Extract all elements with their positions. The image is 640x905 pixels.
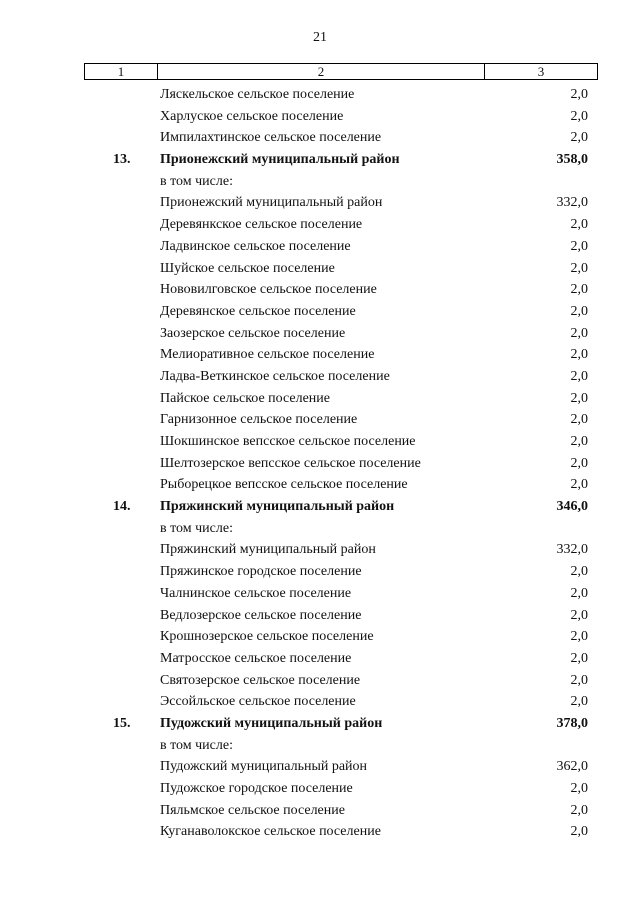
table-row [0, 605, 640, 627]
row-name: Шуйское сельское поселение [160, 260, 335, 276]
district-row [0, 713, 640, 735]
row-name: Куганаволокское сельское поселение [160, 824, 381, 840]
header-col-3: 3 [537, 63, 545, 79]
row-value: 2,0 [570, 629, 588, 645]
row-name: Пудожский муниципальный район [160, 759, 368, 775]
table-row [0, 561, 640, 583]
row-value: 2,0 [570, 282, 588, 298]
row-name: Эссойльское сельское поселение [160, 694, 356, 710]
district-row [0, 149, 640, 171]
row-number: 13. [113, 152, 131, 168]
table-row [0, 691, 640, 713]
row-name: Шелтозерское вепсское сельское поселение [160, 455, 421, 471]
table-row [0, 388, 640, 410]
row-value: 2,0 [570, 260, 588, 276]
row-value: 2,0 [570, 477, 588, 493]
row-value: 2,0 [570, 347, 588, 363]
row-name: Рыборецкое вепсское сельское поселение [160, 477, 408, 493]
row-name: Крошнозерское сельское поселение [160, 629, 374, 645]
row-value: 2,0 [570, 368, 588, 384]
row-value: 2,0 [570, 390, 588, 406]
table-row [0, 756, 640, 778]
row-name: Прионежский муниципальный район [160, 195, 383, 211]
row-name: Ляскельское сельское поселение [160, 87, 355, 102]
row-name: Пряжинский муниципальный район [160, 542, 376, 558]
table-row [0, 583, 640, 605]
row-name: Прионежский муниципальный район [160, 152, 400, 168]
row-name: Пайское сельское поселение [160, 390, 331, 406]
row-name: Чалнинское сельское поселение [160, 585, 352, 601]
row-name: Ведлозерское сельское поселение [160, 607, 362, 623]
row-name: Пудожское городское поселение [160, 781, 353, 796]
table-row [0, 453, 640, 475]
row-value: 2,0 [570, 238, 588, 254]
table-row [0, 127, 640, 149]
row-name: Пряжинское городское поселение [160, 564, 362, 580]
row-value: 2,0 [570, 217, 588, 233]
header-col-1: 1 [85, 64, 158, 79]
row-number: 15. [113, 715, 131, 731]
row-name: Мелиоративное сельское поселение [160, 347, 375, 363]
table-row [0, 518, 640, 540]
table-row [0, 279, 640, 301]
row-value: 2,0 [570, 130, 588, 146]
district-row [0, 496, 640, 518]
row-name: Ладвинское сельское поселение [160, 238, 351, 254]
table-row [0, 800, 640, 822]
row-value: 2,0 [570, 564, 588, 580]
table-row [0, 171, 640, 193]
row-value: 2,0 [570, 455, 588, 471]
row-value: 2,0 [570, 650, 588, 666]
row-value: 358,0 [556, 152, 588, 168]
table-row [0, 474, 640, 496]
table-header [84, 63, 598, 80]
table-row [0, 626, 640, 648]
table-row [0, 323, 640, 345]
table-row [0, 409, 640, 431]
row-name: Заозерское сельское поселение [160, 325, 346, 341]
row-value: 2,0 [570, 824, 588, 840]
row-value: 2,0 [570, 802, 588, 818]
row-value: 2,0 [570, 607, 588, 623]
row-name: Святозерское сельское поселение [160, 672, 361, 688]
page-number: 21 [313, 30, 327, 45]
row-name: в том числе: [160, 737, 233, 753]
row-name: Пряжинский муниципальный район [160, 499, 395, 515]
row-value: 2,0 [570, 325, 588, 341]
row-value: 2,0 [570, 585, 588, 601]
row-value: 362,0 [556, 759, 588, 775]
row-value: 378,0 [556, 715, 588, 731]
row-name: Гарнизонное сельское поселение [160, 412, 358, 428]
row-name: Деревянкское сельское поселение [160, 217, 363, 233]
row-name: Деревянское сельское поселение [160, 303, 356, 319]
row-name: Матросское сельское поселение [160, 650, 352, 666]
table-row [0, 539, 640, 561]
row-name: Пяльмское сельское поселение [160, 802, 345, 818]
row-name: Пудожский муниципальный район [160, 715, 383, 731]
row-name: Шокшинское вепсское сельское поселение [160, 434, 416, 449]
table-row [0, 258, 640, 280]
row-value: 332,0 [556, 195, 588, 211]
row-name: Харлуское сельское поселение [160, 108, 344, 124]
header-col-2: 2 [158, 64, 485, 79]
table-row [0, 821, 640, 843]
row-name: в том числе: [160, 173, 233, 189]
row-number: 14. [113, 499, 131, 515]
table-row [0, 670, 640, 692]
table-row [0, 84, 640, 106]
table-row [0, 106, 640, 128]
row-name: Ладва-Веткинское сельское поселение [160, 368, 390, 384]
row-value: 2,0 [570, 412, 588, 428]
row-value: 2,0 [570, 87, 588, 102]
row-value: 2,0 [570, 108, 588, 124]
row-value: 346,0 [556, 499, 588, 515]
row-name: в том числе: [160, 520, 233, 536]
row-value: 2,0 [570, 303, 588, 319]
table-row [0, 344, 640, 366]
table-row [0, 648, 640, 670]
row-value: 2,0 [570, 434, 588, 449]
row-value: 332,0 [556, 542, 588, 558]
table-row [0, 214, 640, 236]
table-row [0, 192, 640, 214]
table-row [0, 431, 640, 453]
table-row [0, 778, 640, 800]
table-row [0, 301, 640, 323]
row-value: 2,0 [570, 694, 588, 710]
row-name: Нововилговское сельское поселение [160, 282, 377, 298]
table-body [0, 84, 640, 843]
row-name: Импилахтинское сельское поселение [160, 130, 382, 146]
table-row [0, 366, 640, 388]
table-row [0, 735, 640, 757]
table-row [0, 236, 640, 258]
row-value: 2,0 [570, 781, 588, 796]
row-value: 2,0 [570, 672, 588, 688]
